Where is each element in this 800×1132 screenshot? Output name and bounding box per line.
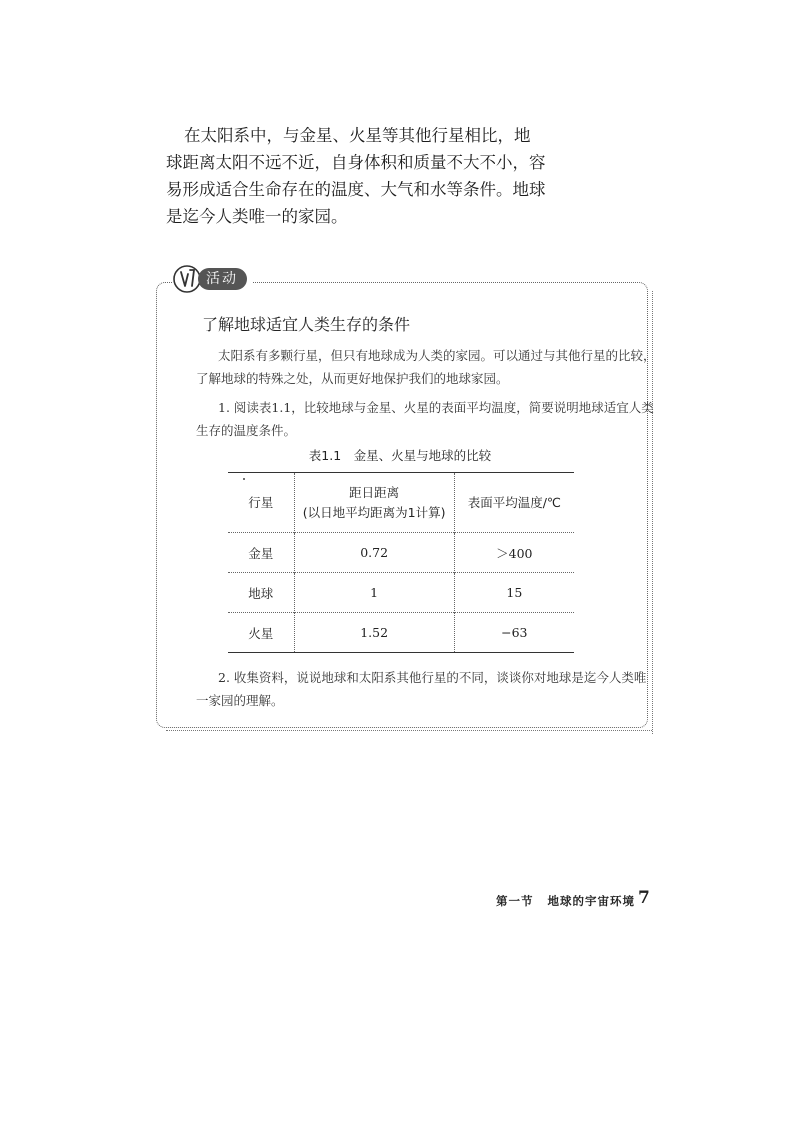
cell-distance: 1: [294, 573, 454, 613]
cell-planet: 火星: [248, 625, 274, 641]
cell-planet: 地球: [248, 585, 274, 601]
table-header-row: [228, 473, 574, 533]
cell-temperature: 15: [454, 573, 574, 613]
header-planet: 行星: [248, 494, 274, 510]
table-row: [228, 533, 574, 573]
activity-intro-line: 太阳系有多颗行星，但只有地球成为人类的家园。可以通过与其他行星的比较，: [218, 348, 656, 363]
table-caption: 表1.1 金星、火星与地球的比较: [308, 448, 492, 463]
header-temperature: 表面平均温度/℃: [454, 473, 574, 533]
table-row: [228, 613, 574, 653]
activity-box-shadow: [166, 730, 652, 731]
planet-comparison-table: [228, 472, 574, 653]
running-footer: [496, 893, 635, 909]
activity-badge: [172, 264, 253, 294]
intro-line: 在太阳系中，与金星、火星等其他行星相比，地: [184, 126, 531, 145]
task-2-line: 一家园的理解。: [196, 693, 284, 708]
cell-temperature: −63: [454, 613, 574, 653]
task-1-line: 生存的温度条件。: [196, 423, 297, 438]
task-2: [196, 666, 647, 712]
task-2-line: 2. 收集资料，说说地球和太阳系其他行星的不同，谈谈你对地球是迄今人类唯: [218, 670, 647, 685]
cell-distance: 1.52: [294, 613, 454, 653]
task-1: [196, 396, 654, 442]
header-distance: [294, 473, 454, 533]
table-row: [228, 573, 574, 613]
header-distance-line1: 距日距离: [349, 484, 400, 500]
activity-intro-line: 了解地球的特殊之处，从而更好地保护我们的地球家园。: [196, 371, 509, 386]
activity-intro: [196, 344, 656, 390]
footer-section-label: 第一节: [496, 894, 534, 908]
intro-line: 易形成适合生命存在的温度、大气和水等条件。地球: [166, 180, 546, 199]
task-1-line: 1. 阅读表1.1，比较地球与金星、火星的表面平均温度，简要说明地球适宜人类: [218, 400, 654, 415]
intro-paragraph: [166, 122, 646, 230]
header-distance-line2: (以日地平均距离为1计算): [302, 504, 446, 520]
cell-planet: 金星: [248, 545, 274, 561]
page-number: 7: [638, 888, 650, 908]
activity-title: 了解地球适宜人类生存的条件: [202, 315, 411, 334]
intro-line: 是迄今人类唯一的家园。: [166, 207, 348, 226]
cell-distance: 0.72: [294, 533, 454, 573]
cell-temperature: ＞400: [454, 533, 574, 573]
activity-badge-label: 活动: [198, 268, 247, 290]
intro-line: 球距离太阳不远不近，自身体积和质量不大不小，容: [166, 153, 546, 172]
footer-chapter-title: 地球的宇宙环境: [547, 894, 635, 908]
